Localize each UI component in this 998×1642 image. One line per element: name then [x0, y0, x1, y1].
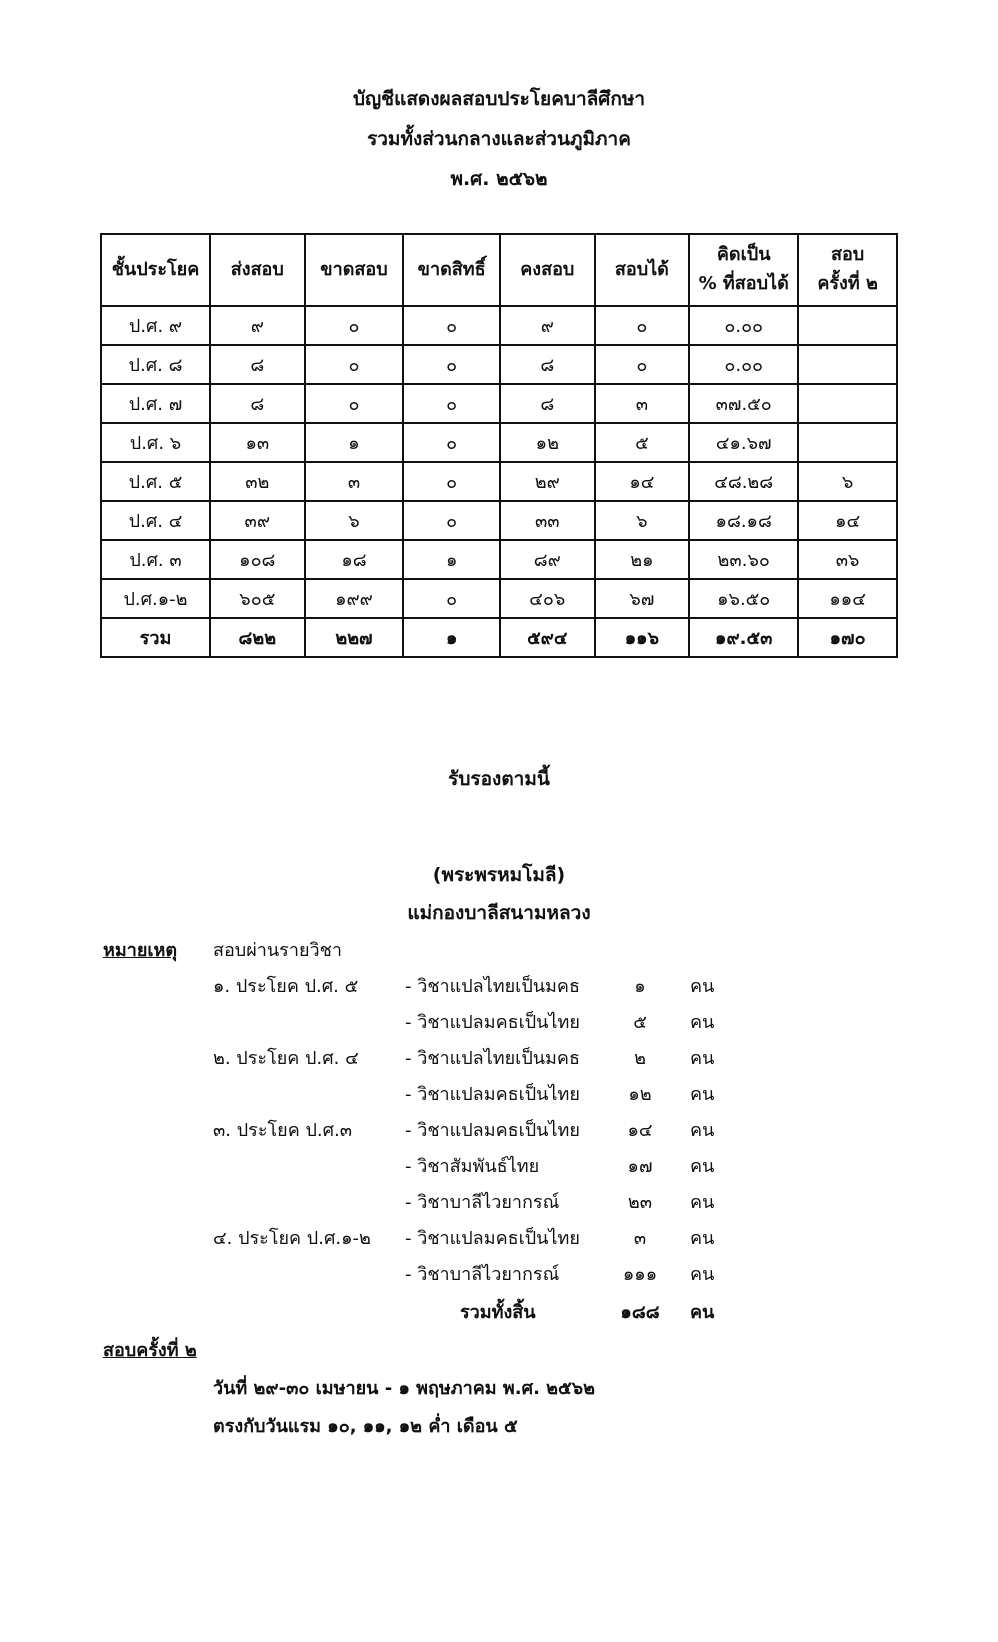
note-subject: - วิชาสัมพันธ์ไทย — [405, 1156, 540, 1177]
cell: ๒๓.๖๐ — [689, 540, 798, 579]
signatory-title: แม่กองบาลีสนามหลวง — [407, 902, 591, 924]
total-cell: ๑๗๐ — [798, 618, 897, 657]
cell: ๓๙ — [210, 501, 305, 540]
col-header-percent-line2: % ที่สอบได้ — [698, 273, 789, 294]
cell: ๑ — [403, 540, 500, 579]
col-header-percent — [689, 234, 798, 306]
cell: ๔๑.๖๗ — [689, 423, 798, 462]
note-unit: คน — [690, 1264, 715, 1285]
cell: ๒๙ — [500, 462, 595, 501]
table-row — [101, 501, 897, 540]
notes-total-unit: คน — [690, 1302, 715, 1323]
cell: ๐.๐๐ — [689, 306, 798, 345]
cell: ๑๑๔ — [798, 579, 897, 618]
table-row — [101, 579, 897, 618]
notes-total-count: ๑๘๘ — [620, 1302, 660, 1323]
cell: ๑๒ — [500, 423, 595, 462]
cell: ๓๒ — [210, 462, 305, 501]
total-cell: ๑๙.๕๓ — [689, 618, 798, 657]
table-row — [101, 423, 897, 462]
total-cell: ๑๑๖ — [595, 618, 690, 657]
cell: ๐ — [403, 306, 500, 345]
cell: ๙ — [500, 306, 595, 345]
cell: ๐ — [403, 384, 500, 423]
note-count: ๑๑๑ — [622, 1264, 658, 1285]
cell: ๓ — [305, 462, 404, 501]
cell — [798, 306, 897, 345]
cell: ๙ — [210, 306, 305, 345]
cell: ๓๖ — [798, 540, 897, 579]
second-exam-lunar-date: ตรงกับวันแรม ๑๐, ๑๑, ๑๒ ค่ำ เดือน ๕ — [213, 1416, 518, 1437]
notes-total-label: รวมทั้งสิ้น — [460, 1302, 536, 1323]
note-unit: คน — [690, 976, 715, 997]
cell: ป.ศ.๑-๒ — [101, 579, 210, 618]
note-level: ๒. ประโยค ป.ศ. ๔ — [213, 1048, 359, 1069]
cell: ๖ — [798, 462, 897, 501]
cell: ๖ — [305, 501, 404, 540]
cell: ๒๑ — [595, 540, 690, 579]
table-row — [101, 540, 897, 579]
certification-text: รับรองตามนี้ — [448, 768, 550, 790]
cell: ป.ศ. ๓ — [101, 540, 210, 579]
cell: ๓ — [595, 384, 690, 423]
title-line-2: รวมทั้งส่วนกลางและส่วนภูมิภาค — [367, 128, 631, 150]
cell: ๐ — [305, 345, 404, 384]
table-row — [101, 462, 897, 501]
total-cell: ๒๒๗ — [305, 618, 404, 657]
note-level: ๑. ประโยค ป.ศ. ๕ — [213, 976, 359, 997]
total-cell: รวม — [101, 618, 210, 657]
cell — [798, 384, 897, 423]
col-header-remaining: คงสอบ — [500, 234, 595, 306]
cell: ป.ศ. ๙ — [101, 306, 210, 345]
cell: ๕ — [595, 423, 690, 462]
cell: ๐ — [403, 501, 500, 540]
note-unit: คน — [690, 1120, 715, 1141]
cell: ๑๘.๑๘ — [689, 501, 798, 540]
table-total-row — [101, 618, 897, 657]
cell: ป.ศ. ๕ — [101, 462, 210, 501]
note-subject: - วิชาแปลมคธเป็นไทย — [405, 1012, 580, 1033]
cell: ๑๐๘ — [210, 540, 305, 579]
col-header-level: ชั้นประโยค — [101, 234, 210, 306]
col-header-absent: ขาดสอบ — [305, 234, 404, 306]
cell: ๑๓ — [210, 423, 305, 462]
note-count: ๒ — [634, 1048, 646, 1069]
note-count: ๓ — [633, 1228, 647, 1249]
note-count: ๕ — [633, 1012, 647, 1033]
cell: ป.ศ. ๖ — [101, 423, 210, 462]
note-count: ๑๗ — [627, 1156, 653, 1177]
note-subject: - วิชาบาลีไวยากรณ์ — [405, 1264, 560, 1285]
note-subject: - วิชาแปลมคธเป็นไทย — [405, 1084, 580, 1105]
cell: ๑ — [305, 423, 404, 462]
notes-intro: สอบผ่านรายวิชา — [213, 940, 342, 961]
total-cell: ๘๒๒ — [210, 618, 305, 657]
cell: ๖๗ — [595, 579, 690, 618]
second-exam-heading: สอบครั้งที่ ๒ — [103, 1340, 197, 1361]
title-line-3: พ.ศ. ๒๕๖๒ — [450, 168, 548, 190]
cell: ๑๖.๕๐ — [689, 579, 798, 618]
cell: ป.ศ. ๘ — [101, 345, 210, 384]
col-header-passed: สอบได้ — [595, 234, 690, 306]
col-header-second-line1: สอบ — [830, 244, 865, 266]
table-row — [101, 345, 897, 384]
cell: ๑๔ — [798, 501, 897, 540]
cell: ป.ศ. ๔ — [101, 501, 210, 540]
col-header-submitted: ส่งสอบ — [210, 234, 305, 306]
cell — [798, 345, 897, 384]
col-header-percent-line1: คิดเป็น — [716, 244, 771, 266]
cell: ๘๙ — [500, 540, 595, 579]
note-subject: - วิชาแปลมคธเป็นไทย — [405, 1228, 580, 1249]
note-subject: - วิชาบาลีไวยากรณ์ — [405, 1192, 560, 1213]
col-header-second-exam — [798, 234, 897, 306]
note-unit: คน — [690, 1156, 715, 1177]
table-row — [101, 306, 897, 345]
cell: ๐ — [595, 306, 690, 345]
cell: ๐.๐๐ — [689, 345, 798, 384]
cell: ๖ — [595, 501, 690, 540]
cell: ๔๘.๒๘ — [689, 462, 798, 501]
note-level: ๔. ประโยค ป.ศ.๑-๒ — [213, 1228, 371, 1249]
note-unit: คน — [690, 1012, 715, 1033]
note-count: ๑๒ — [628, 1084, 652, 1105]
title-line-1: บัญชีแสดงผลสอบประโยคบาลีศึกษา — [352, 88, 646, 110]
cell: ๐ — [305, 384, 404, 423]
note-subject: - วิชาแปลไทยเป็นมคธ — [405, 1048, 580, 1069]
cell: ๔๐๖ — [500, 579, 595, 618]
second-exam-date: วันที่ ๒๙-๓๐ เมษายน - ๑ พฤษภาคม พ.ศ. ๒๕๖๒ — [213, 1378, 595, 1399]
cell: ๘ — [210, 384, 305, 423]
table-row — [101, 384, 897, 423]
note-subject: - วิชาแปลมคธเป็นไทย — [405, 1120, 580, 1141]
notes-heading: หมายเหตุ — [103, 940, 178, 961]
cell — [798, 423, 897, 462]
note-level: ๓. ประโยค ป.ศ.๓ — [213, 1120, 353, 1141]
cell: ๐ — [403, 423, 500, 462]
cell: ๘ — [500, 345, 595, 384]
note-count: ๒๓ — [627, 1192, 653, 1213]
cell: ๐ — [403, 462, 500, 501]
total-cell: ๕๙๔ — [500, 618, 595, 657]
cell: ๑๔ — [595, 462, 690, 501]
col-header-second-line2: ครั้งที่ ๒ — [817, 273, 878, 294]
col-header-disqualified: ขาดสิทธิ์ — [403, 234, 500, 306]
cell: ๐ — [403, 345, 500, 384]
cell: ๖๐๕ — [210, 579, 305, 618]
cell: ๐ — [403, 579, 500, 618]
table-header-row — [101, 234, 897, 306]
note-unit: คน — [690, 1228, 715, 1249]
note-count: ๑ — [634, 976, 646, 997]
cell: ๘ — [210, 345, 305, 384]
cell: ๓๗.๕๐ — [689, 384, 798, 423]
results-table — [100, 233, 898, 658]
note-unit: คน — [690, 1084, 715, 1105]
cell: ๘ — [500, 384, 595, 423]
cell: ๐ — [305, 306, 404, 345]
note-count: ๑๔ — [627, 1120, 653, 1141]
note-subject: - วิชาแปลไทยเป็นมคธ — [405, 976, 580, 997]
total-cell: ๑ — [403, 618, 500, 657]
cell: ๓๓ — [500, 501, 595, 540]
cell: ๑๙๙ — [305, 579, 404, 618]
note-unit: คน — [690, 1192, 715, 1213]
cell: ๐ — [595, 345, 690, 384]
signatory-name: (พระพรหมโมลี) — [432, 864, 566, 886]
note-unit: คน — [690, 1048, 715, 1069]
cell: ป.ศ. ๗ — [101, 384, 210, 423]
cell: ๑๘ — [305, 540, 404, 579]
